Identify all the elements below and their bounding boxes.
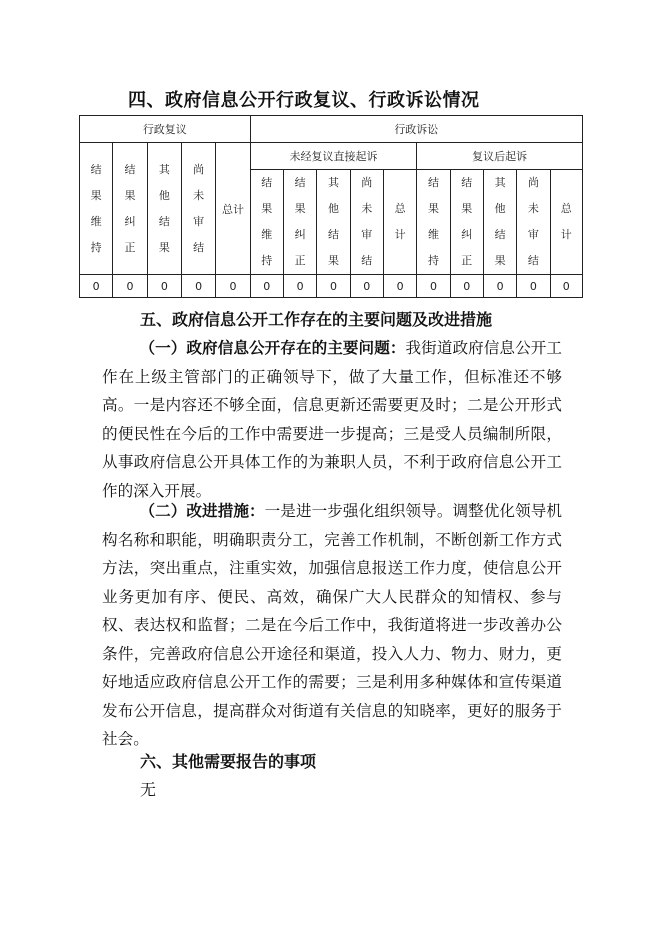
section-5-heading: 五、政府信息公开工作存在的主要问题及改进措施 [140,310,493,329]
table-cell: 0 [417,275,450,298]
after-other-header: 其他结果 [483,170,516,275]
review-pending-header: 尚未审结 [181,143,215,275]
direct-total-header: 总计 [383,170,416,275]
review-total-header: 总计 [216,143,250,275]
after-review-suit-header: 复议后起诉 [417,143,583,170]
after-upheld-header: 结果维持 [417,170,450,275]
table-cell: 0 [383,275,416,298]
section-6-heading: 六、其他需要报告的事项 [140,752,317,771]
table-cell: 0 [350,275,383,298]
section-4-heading: 四、政府信息公开行政复议、行政诉讼情况 [128,90,480,111]
direct-suit-header: 未经复议直接起诉 [250,143,417,170]
table-cell: 0 [517,275,550,298]
section-6-content: 无 [140,780,157,799]
review-other-header: 其他结果 [147,143,181,275]
table-cell: 0 [450,275,483,298]
direct-pending-header: 尚未审结 [350,170,383,275]
table-cell: 0 [250,275,283,298]
problems-lead: （一）政府信息公开存在的主要问题： [139,338,406,357]
table-cell: 0 [317,275,350,298]
measures-paragraph [102,497,562,754]
after-corrected-header: 结果纠正 [450,170,483,275]
measures-lead: （二）改进措施： [139,501,265,520]
direct-corrected-header: 结果纠正 [283,170,316,275]
review-corrected-header: 结果纠正 [113,143,147,275]
table-cell: 0 [80,275,113,298]
problems-paragraph [102,334,562,505]
measures-body: 一是进一步强化组织领导。调整优化领导机构名称和职能，明确职责分工，完善工作机制，不断创新工作方式方法，突出重点，注重实效，加强信息报送工作力度，使信息公开业务更加有序、便民、高效，确保广大人民群众的知情权、参与权、表达权和监督；二是在今后工作中，我街道将进一步改善办公条件，完善政府信息公开途径和渠道，投入人力、物力、财力，更好地适应政府信息公开工作的需要；三是利用多种媒体和宣传渠道发布公开信息，提高群众对街道有关信息的知晓率，更好的服务于社会。 [102,502,562,748]
table-cell: 0 [283,275,316,298]
review-upheld-header: 结果维持 [80,143,113,275]
direct-upheld-header: 结果维持 [250,170,283,275]
table-cell: 0 [483,275,516,298]
problems-body: 我街道政府信息公开工作在上级主管部门的正确领导下，做了大量工作，但标准还不够高。一是内容还不够全面，信息更新还需要更及时；二是公开形式的便民性在今后的工作中需要进一步提高；三是受人员编制所限，从事政府信息公开具体工作的为兼职人员，不利于政府信息公开工作的深入开展。 [102,339,562,500]
after-total-header: 总计 [550,170,582,275]
table-cell: 0 [181,275,215,298]
review-litigation-table [79,115,583,298]
admin-review-header: 行政复议 [80,116,251,143]
direct-other-header: 其他结果 [317,170,350,275]
table-cell: 0 [113,275,147,298]
after-pending-header: 尚未审结 [517,170,550,275]
table-cell: 0 [216,275,250,298]
table-value-row [80,275,583,298]
admin-litigation-header: 行政诉讼 [250,116,582,143]
table-cell: 0 [550,275,582,298]
table-cell: 0 [147,275,181,298]
